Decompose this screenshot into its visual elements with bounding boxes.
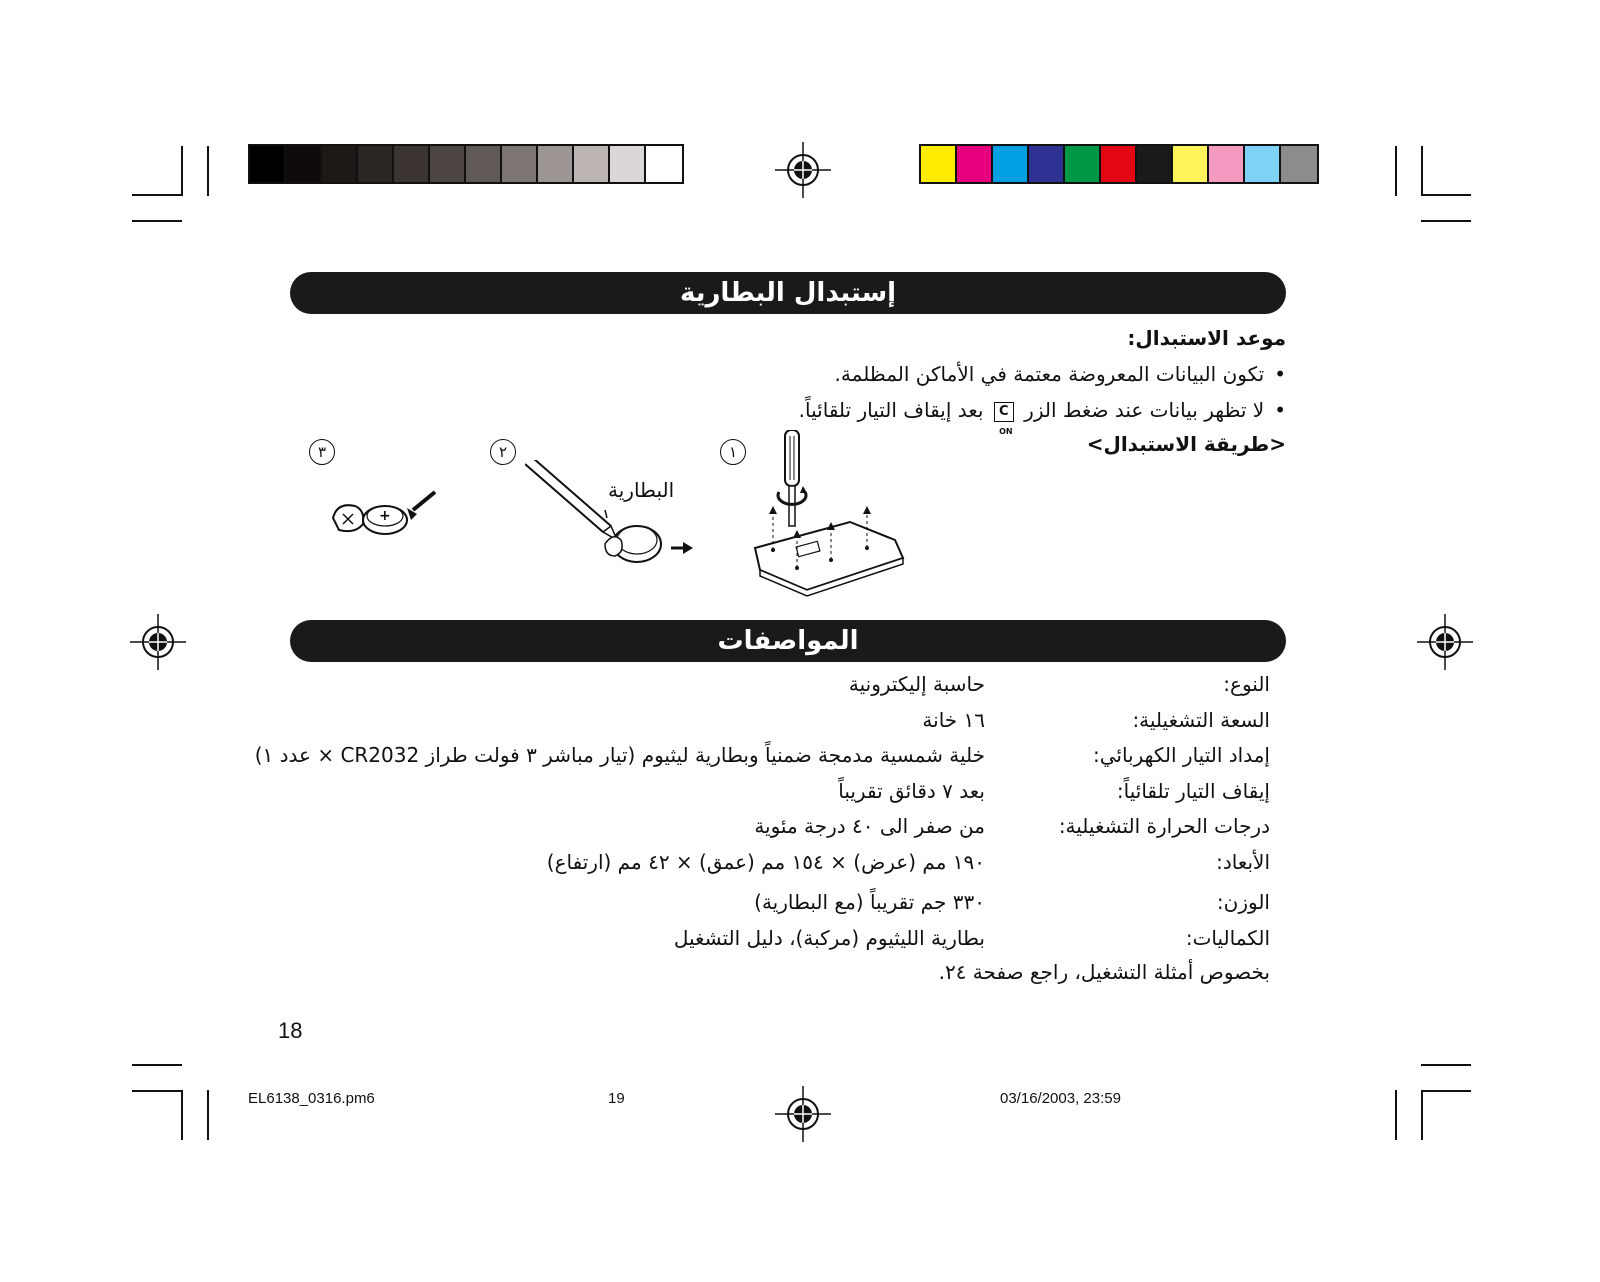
color-swatch [322,146,358,182]
crop-mark [132,1064,182,1066]
spec-value: خلية شمسية مدمجة ضمنياً وبطارية ليثيوم (تيار مباشر ٣ فولت طراز CR2032 × عدد ١) [254,743,985,767]
crop-mark [1421,220,1471,222]
crop-mark [132,1090,182,1092]
color-swatch [394,146,430,182]
key-label: C [999,403,1009,419]
color-swatch [1029,146,1065,182]
crop-mark [1421,1090,1423,1140]
spec-label: الكماليات: [1185,926,1270,950]
registration-mark-icon [775,142,831,198]
color-swatch [466,146,502,182]
footer-filename: EL6138_0316.pm6 [248,1090,375,1107]
color-swatch [646,146,682,182]
bullet-text-after: بعد إيقاف التيار تلقائياً. [798,398,984,422]
color-swatch [502,146,538,182]
section-title-battery-replacement: إستبدال البطارية [290,272,1286,314]
crop-mark [1421,1064,1471,1066]
spec-label: إمداد التيار الكهربائي: [1092,743,1270,767]
color-swatch [610,146,646,182]
grayscale-color-bar [248,144,684,184]
svg-text:+: + [379,508,391,524]
color-swatch [1209,146,1245,182]
color-swatch [921,146,957,182]
spec-value: ٣٣٠ جم تقريباً (مع البطارية) [754,890,985,914]
step-number-1: ١ [720,439,746,465]
color-swatch [1065,146,1101,182]
color-swatch [1101,146,1137,182]
crop-mark [132,220,182,222]
color-swatch [358,146,394,182]
crop-mark [1421,146,1423,196]
color-swatch [286,146,322,182]
spec-label: درجات الحرارة التشغيلية: [1058,814,1270,838]
color-swatch [1245,146,1281,182]
section-title-specifications: المواصفات [290,620,1286,662]
crop-mark [207,1090,209,1140]
replacement-timing-heading: موعد الاستبدال: [1127,326,1286,350]
registration-mark-icon [130,614,186,670]
crop-mark [207,146,209,196]
crop-mark [1421,194,1471,196]
step-number-3: ٣ [309,439,335,465]
color-swatch [1173,146,1209,182]
step-number-2: ٢ [490,439,516,465]
footer-sheet-number: 19 [608,1090,625,1107]
battery-label: البطارية [608,478,675,502]
crop-mark [1421,1090,1471,1092]
bullet-text-before: لا تظهر بيانات عند ضغط الزر [1024,398,1265,422]
footer-timestamp: 03/16/2003, 23:59 [1000,1090,1121,1107]
color-swatch [430,146,466,182]
crop-mark [181,146,183,196]
key-sub-label: ON [999,426,1013,436]
crop-mark [132,194,182,196]
bullet-no-display [798,398,1286,436]
color-swatch [574,146,610,182]
color-swatch [1137,146,1173,182]
spec-label: إيقاف التيار تلقائياً: [1116,779,1270,803]
spec-label: الأبعاد: [1216,850,1270,874]
color-swatch [993,146,1029,182]
crop-mark [1395,146,1397,196]
battery-removal-illustration [525,460,695,580]
registration-mark-icon [775,1086,831,1142]
spec-label: الوزن: [1216,890,1270,914]
page-number: 18 [278,1018,303,1043]
bullet-dot: • [1274,362,1286,386]
bullet-dim-display [835,362,1286,386]
crop-mark [181,1090,183,1140]
battery-insertion-illustration [325,490,445,550]
spec-value: بعد ٧ دقائق تقريباً [838,779,985,803]
color-swatch [1281,146,1317,182]
spec-value: حاسبة إليكترونية [848,672,985,696]
color-swatch [250,146,286,182]
spec-value: ١٦ خانة [922,708,985,732]
process-color-bar [919,144,1319,184]
spec-value: من صفر الى ٤٠ درجة مئوية [754,814,985,838]
spec-label: السعة التشغيلية: [1132,708,1270,732]
replacement-method-heading: <طريقة الاستبدال> [1086,432,1286,456]
calculator-back-screwdriver-illustration [745,430,915,610]
c-on-key-icon [994,402,1014,436]
spec-value: ١٩٠ مم (عرض) × ١٥٤ مم (عمق) × ٤٢ مم (ارتفاع) [546,850,985,874]
crop-mark [1395,1090,1397,1140]
color-swatch [538,146,574,182]
color-swatch [957,146,993,182]
spec-value: بطارية الليثيوم (مركبة)، دليل التشغيل [673,926,985,950]
spec-label: النوع: [1223,672,1270,696]
bullet-dot: • [1274,398,1286,422]
bullet-text: تكون البيانات المعروضة معتمة في الأماكن المظلمة. [834,362,1265,386]
registration-mark-icon [1417,614,1473,670]
operation-examples-note: بخصوص أمثلة التشغيل، راجع صفحة ٢٤. [938,960,1270,984]
